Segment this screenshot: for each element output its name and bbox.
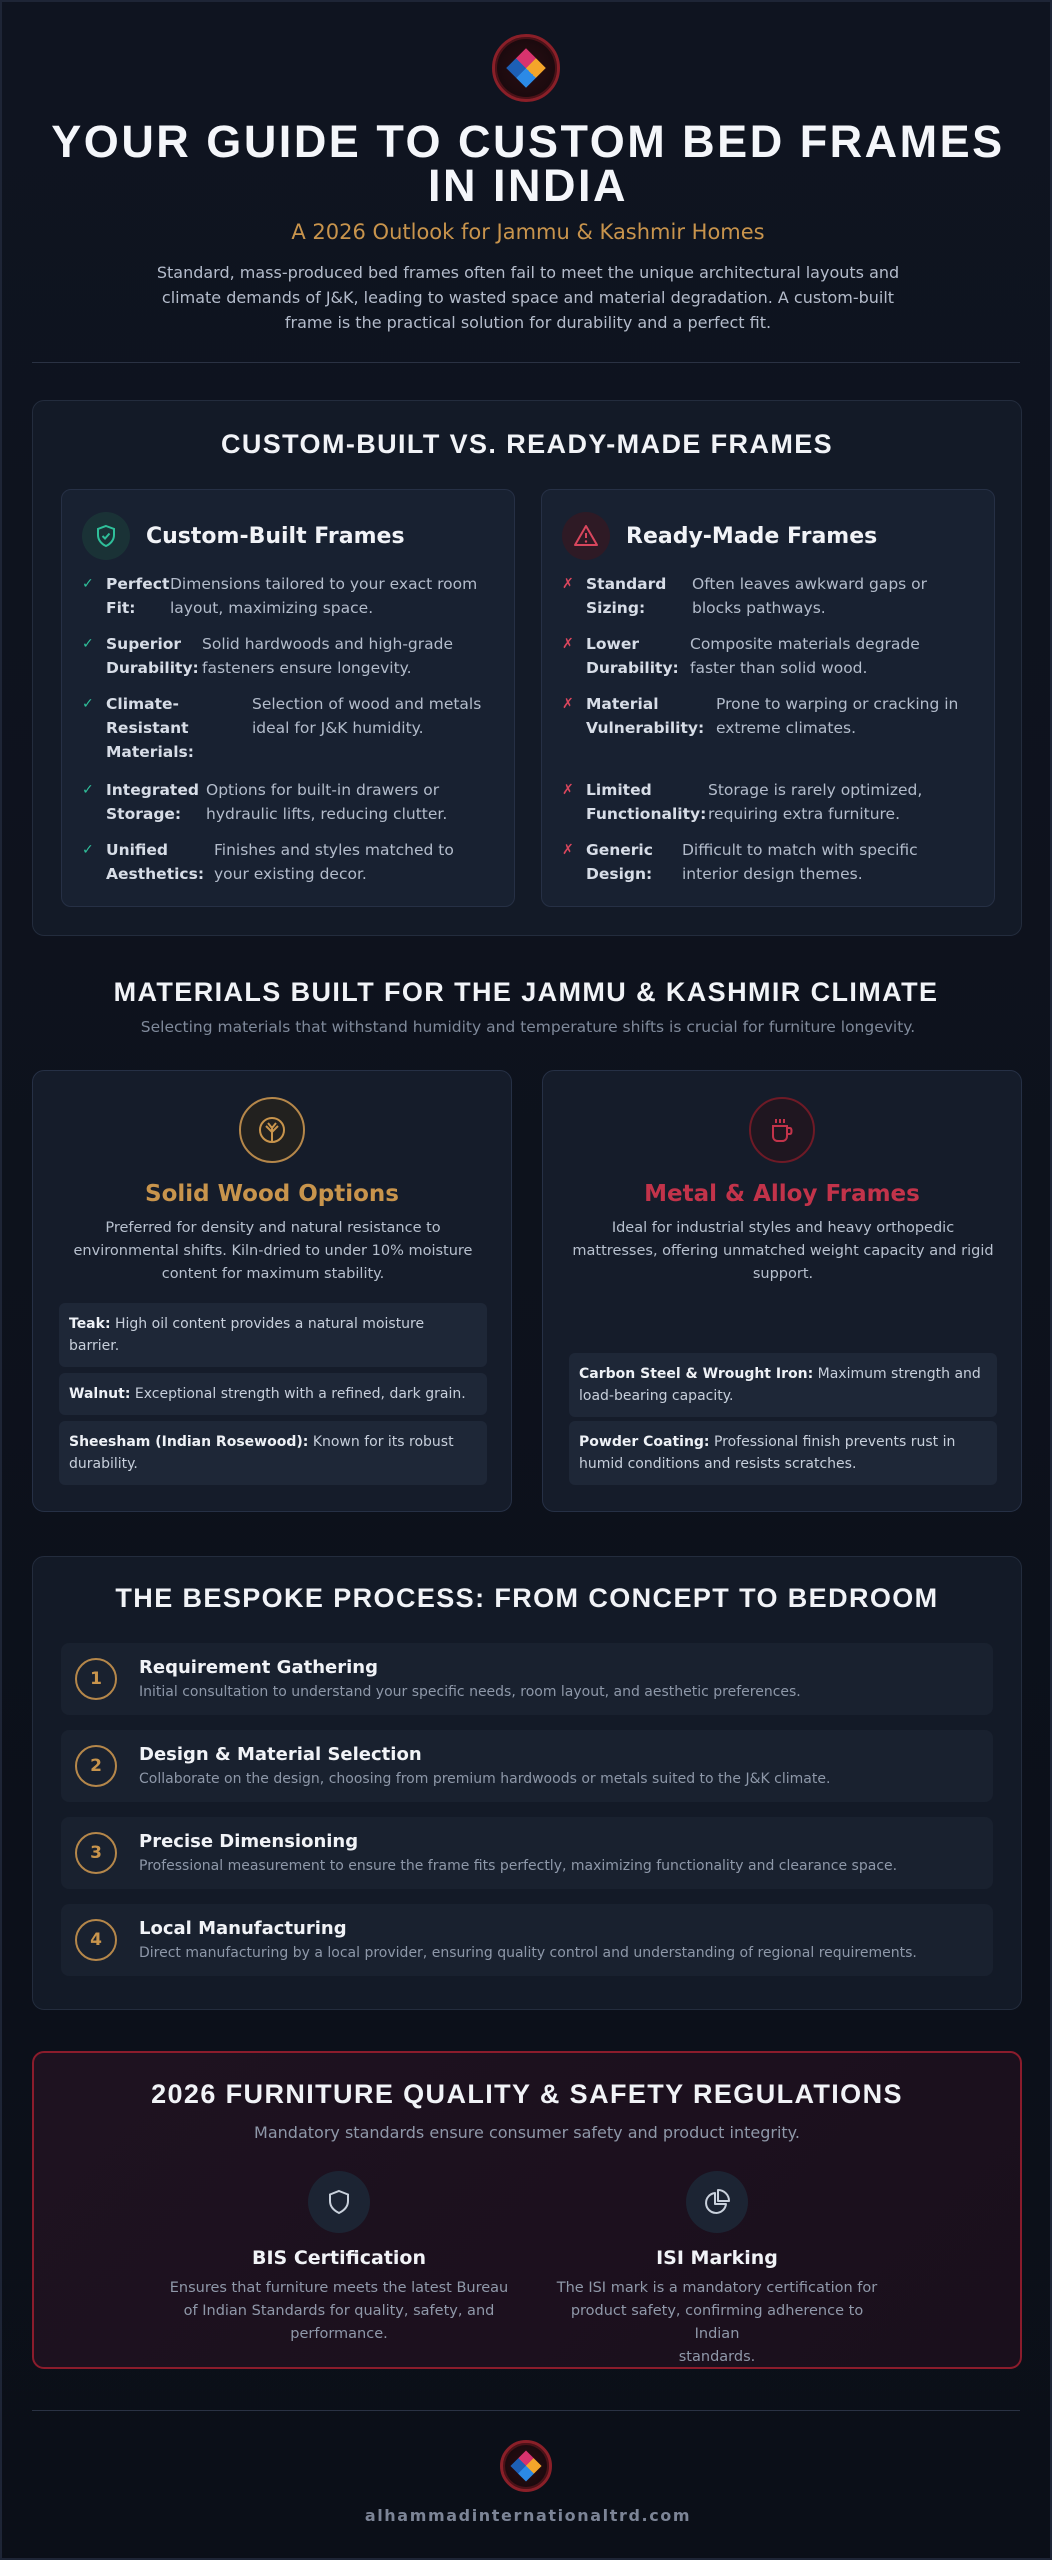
feature-text: Composite materials degrade faster than solid wood. <box>690 635 920 677</box>
feature-text: Finishes and styles matched to your existing decor. <box>214 841 454 883</box>
step-number: 3 <box>75 1832 117 1874</box>
pie-chart-icon <box>686 2171 748 2233</box>
cross-icon: ✗ <box>562 782 574 798</box>
feature-label: Generic Design: <box>586 841 653 883</box>
feature-text: Often leaves awkward gaps or blocks pathways. <box>692 575 928 617</box>
bis-description: Ensures that furniture meets the latest Bureau of Indian Standards for quality, safety, and performance. <box>169 2280 509 2342</box>
process-step <box>61 1904 993 1976</box>
check-icon: ✓ <box>82 842 94 858</box>
material-item: Powder Coating: Professional finish prevents rust in humid conditions and resists scratches. <box>569 1421 997 1485</box>
feature-label: Superior Durability: <box>106 635 199 677</box>
feature-text: Selection of wood and metals ideal for J&K humidity. <box>252 695 482 737</box>
feature-item <box>562 778 922 826</box>
ready-made-card <box>541 489 995 907</box>
wood-description: Preferred for density and natural resistance to environmental shifts. Kiln-dried to under 10% moisture content for maximum stability. <box>73 1220 473 1282</box>
feature-label: Perfect Fit: <box>106 575 170 617</box>
footer-divider <box>32 2410 1020 2411</box>
feature-item <box>82 692 481 764</box>
intro-description: Standard, mass-produced bed frames often fail to meet the unique architectural layouts and climate demands of J&K, leading to wasted space and material degradation. A custom-built frame is the practical solution for durability and a perfect fit. <box>156 263 900 332</box>
materials-subtitle: Selecting materials that withstand humidity and temperature shifts is crucial for furniture longevity. <box>140 1018 916 1036</box>
cross-icon: ✗ <box>562 696 574 712</box>
custom-built-title: Custom-Built Frames <box>146 523 405 549</box>
feature-text: Dimensions tailored to your exact room layout, maximizing space. <box>170 575 478 617</box>
feature-label: Material Vulnerability: <box>586 695 705 737</box>
shield-icon <box>308 2171 370 2233</box>
feature-item <box>82 572 477 620</box>
process-title: THE BESPOKE PROCESS: FROM CONCEPT TO BEDROOM <box>115 1583 939 1613</box>
feature-label: Limited Functionality: <box>586 781 707 823</box>
mug-icon <box>749 1097 815 1163</box>
feature-label: Climate- Resistant Materials: <box>106 695 194 761</box>
feature-label: Lower Durability: <box>586 635 679 677</box>
ready-made-title: Ready-Made Frames <box>626 523 878 549</box>
step-number: 2 <box>75 1745 117 1787</box>
cross-icon: ✗ <box>562 636 574 652</box>
footer-logo[interactable] <box>500 2440 552 2492</box>
check-icon: ✓ <box>82 696 94 712</box>
feature-item <box>562 632 920 680</box>
materials-title: MATERIALS BUILT FOR THE JAMMU & KASHMIR CLIMATE <box>113 977 939 1007</box>
step-description: Direct manufacturing by a local provider, ensuring quality control and understanding of regional requirements. <box>139 1945 917 1961</box>
isi-description: The ISI mark is a mandatory certification for product safety, confirming adherence to Indian standards. <box>556 2280 878 2365</box>
page-title: YOUR GUIDE TO CUSTOM BED FRAMES IN INDIA <box>51 116 1005 211</box>
regulations-title: 2026 FURNITURE QUALITY & SAFETY REGULATIONS <box>151 2079 903 2109</box>
logo-badge <box>492 34 560 102</box>
tree-icon <box>239 1097 305 1163</box>
brand-logo[interactable] <box>492 34 560 102</box>
step-title: Design & Material Selection <box>139 1744 422 1765</box>
shield-check-icon <box>82 512 130 560</box>
metal-card <box>542 1070 1022 1512</box>
process-step <box>61 1817 993 1889</box>
bis-title: BIS Certification <box>252 2247 426 2269</box>
feature-item <box>562 838 918 886</box>
metal-title: Metal & Alloy Frames <box>644 1181 920 1207</box>
material-item: Carbon Steel & Wrought Iron: Maximum strength and load-bearing capacity. <box>569 1353 997 1417</box>
step-title: Local Manufacturing <box>139 1918 347 1939</box>
check-icon: ✓ <box>82 636 94 652</box>
metal-description: Ideal for industrial styles and heavy orthopedic mattresses, offering unmatched weight capacity and rigid support. <box>572 1220 994 1282</box>
step-title: Requirement Gathering <box>139 1657 378 1678</box>
feature-item <box>562 572 927 620</box>
feature-text: Solid hardwoods and high-grade fasteners ensure longevity. <box>202 635 454 677</box>
feature-text: Options for built-in drawers or hydraulic lifts, reducing clutter. <box>206 781 448 823</box>
footer-logo-badge <box>500 2440 552 2492</box>
step-title: Precise Dimensioning <box>139 1831 359 1852</box>
step-description: Professional measurement to ensure the frame fits perfectly, maximizing functionality and clearance space. <box>139 1858 898 1874</box>
feature-item <box>82 838 454 886</box>
comparison-section <box>32 400 1022 936</box>
material-item: Walnut: Exceptional strength with a refined, dark grain. <box>59 1373 487 1415</box>
comparison-title: CUSTOM-BUILT VS. READY-MADE FRAMES <box>220 429 834 459</box>
step-number: 4 <box>75 1919 117 1961</box>
feature-text: Difficult to match with specific interior design themes. <box>682 841 918 883</box>
wood-title: Solid Wood Options <box>145 1181 399 1207</box>
warning-triangle-icon <box>562 512 610 560</box>
regulations-section <box>32 2051 1022 2369</box>
cross-icon: ✗ <box>562 842 574 858</box>
step-description: Collaborate on the design, choosing from premium hardwoods or metals suited to the J&K climate. <box>139 1771 831 1787</box>
material-item: Teak: High oil content provides a natural moisture barrier. <box>59 1303 487 1367</box>
check-icon: ✓ <box>82 782 94 798</box>
feature-item <box>82 778 447 826</box>
material-item: Sheesham (Indian Rosewood): Known for its robust durability. <box>59 1421 487 1485</box>
step-description: Initial consultation to understand your specific needs, room layout, and aesthetic preferences. <box>139 1684 801 1700</box>
feature-item <box>82 632 453 680</box>
isi-title: ISI Marking <box>656 2247 778 2269</box>
feature-text: Storage is rarely optimized, requiring extra furniture. <box>708 781 923 823</box>
page-subtitle: A 2026 Outlook for Jammu & Kashmir Homes <box>291 220 765 244</box>
feature-label: Integrated Storage: <box>106 781 199 823</box>
divider <box>32 362 1020 363</box>
cross-icon: ✗ <box>562 576 574 592</box>
feature-text: Prone to warping or cracking in extreme climates. <box>716 695 959 737</box>
feature-label: Standard Sizing: <box>586 575 667 617</box>
feature-label: Unified Aesthetics: <box>106 841 205 883</box>
feature-item <box>562 692 958 740</box>
check-icon: ✓ <box>82 576 94 592</box>
wood-card <box>32 1070 512 1512</box>
process-step <box>61 1730 993 1802</box>
process-section <box>32 1556 1022 2010</box>
process-step <box>61 1643 993 1715</box>
regulations-subtitle: Mandatory standards ensure consumer safety and product integrity. <box>254 2123 800 2142</box>
step-number: 1 <box>75 1658 117 1700</box>
footer-website-link[interactable]: alhammadinternationaltrd.com <box>364 2506 692 2525</box>
custom-built-card <box>61 489 515 907</box>
